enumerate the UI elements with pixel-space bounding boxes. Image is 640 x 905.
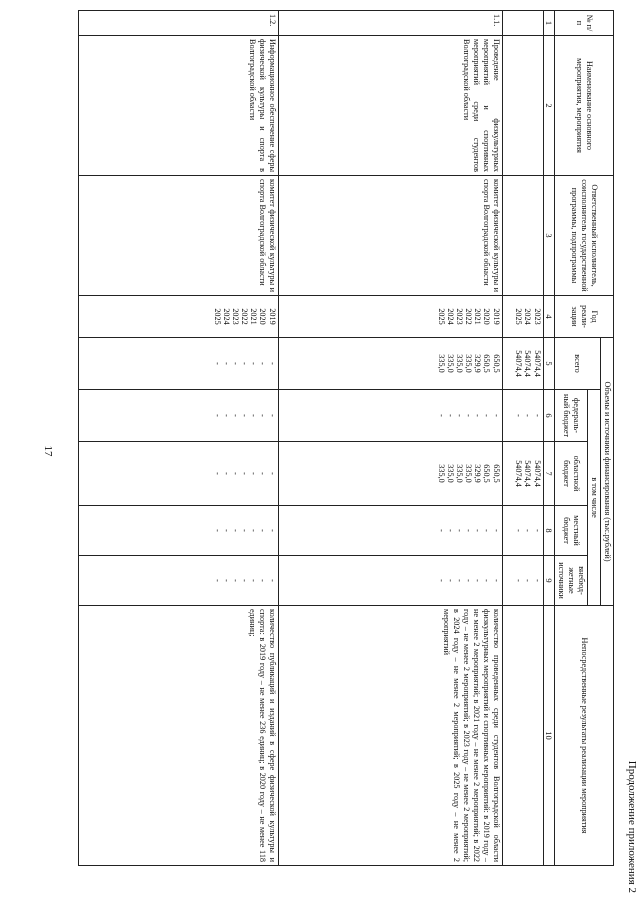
column-number-row [543, 11, 554, 866]
cell-value: 2019 [267, 308, 277, 325]
cell-value: 54074,4 [523, 460, 533, 487]
cell-value: 2023 [230, 308, 240, 325]
cell-value: 2025 [436, 308, 446, 325]
cell-value: 335,0 [445, 464, 455, 483]
cell-value: - [258, 579, 268, 582]
cell-value: - [445, 414, 455, 417]
cell-value: - [221, 362, 231, 365]
cell-value: - [454, 414, 464, 417]
col-number: 6 [543, 390, 554, 442]
table-row [278, 11, 502, 866]
row-regional [78, 442, 278, 506]
col-number: 9 [543, 556, 554, 606]
cell-value: 650,5 [491, 464, 501, 483]
col-number: 8 [543, 506, 554, 556]
cell-value: - [212, 529, 222, 532]
cell-value: 2021 [249, 308, 259, 325]
cell-value: 335,0 [436, 354, 446, 373]
cell-value: 335,0 [445, 354, 455, 373]
cell-value: 335,0 [464, 464, 474, 483]
cell-value: - [258, 362, 268, 365]
cell-value: 2024 [523, 308, 533, 325]
continuation-label: Продолжение приложения 2 [626, 760, 638, 893]
header-volumes: Объемы и источники финансирования (тыс.рублей) [601, 338, 614, 606]
row-local [78, 506, 278, 556]
cell-value: - [212, 472, 222, 475]
cell-value: - [258, 529, 268, 532]
cell-value: - [532, 579, 542, 582]
row-name [502, 36, 543, 176]
cell-value: - [212, 362, 222, 365]
cell-value: - [267, 362, 277, 365]
cell-value: - [230, 472, 240, 475]
row-result: количество проведенных среди студентов Волгоградской области физкультурных мероприятий и спортивных мероприятий: в 2019 году – не менее 2 мероприятий; в 2021 году – не менее 2 мероприятий; в 2022 году – не менее 2 мероприятий; в 2023 году – не менее 2 мероприятий; в 2024 году – не менее 2 мероприятий; в 2025 году – не менее 2 мероприятий [278, 606, 502, 866]
cell-value: - [221, 472, 231, 475]
cell-value: - [221, 579, 231, 582]
row-regional [502, 442, 543, 506]
row-total [502, 338, 543, 390]
col-number: 5 [543, 338, 554, 390]
cell-value: - [240, 414, 250, 417]
header-num: № п/п [555, 11, 614, 36]
table-row [502, 11, 543, 866]
cell-value: 54074,4 [523, 350, 533, 377]
row-num: 1.1. [278, 11, 502, 36]
header-local: местный бюджет [555, 506, 588, 556]
cell-value: - [514, 579, 524, 582]
col-number: 1 [543, 11, 554, 36]
cell-value: - [491, 529, 501, 532]
cell-value: - [267, 529, 277, 532]
cell-value: - [267, 579, 277, 582]
row-years [278, 296, 502, 338]
cell-value: - [482, 414, 492, 417]
cell-value: - [464, 579, 474, 582]
cell-value: - [532, 414, 542, 417]
page-number: 17 [42, 445, 54, 457]
cell-value: 329,9 [473, 464, 483, 483]
cell-value: 2023 [454, 308, 464, 325]
cell-value: 2022 [464, 308, 474, 325]
cell-value: - [240, 529, 250, 532]
cell-value: - [473, 579, 483, 582]
rotated-page [86, 0, 640, 905]
cell-value: - [464, 414, 474, 417]
cell-value: 2021 [473, 308, 483, 325]
row-num [502, 11, 543, 36]
cell-value: - [454, 579, 464, 582]
cell-value: 335,0 [464, 354, 474, 373]
cell-value: 329,9 [473, 354, 483, 373]
cell-value: - [482, 529, 492, 532]
cell-value: 2025 [514, 308, 524, 325]
header-extrabudget: внебюд-жетные источники [555, 556, 588, 606]
col-number: 2 [543, 36, 554, 176]
cell-value: 54074,4 [532, 350, 542, 377]
cell-value: 2020 [258, 308, 268, 325]
row-extrabudget [278, 556, 502, 606]
cell-value: - [240, 362, 250, 365]
cell-value: - [221, 414, 231, 417]
cell-value: - [267, 472, 277, 475]
cell-value: - [514, 414, 524, 417]
col-number: 7 [543, 442, 554, 506]
row-regional [278, 442, 502, 506]
cell-value: - [436, 414, 446, 417]
cell-value: 2024 [445, 308, 455, 325]
cell-value: 335,0 [454, 354, 464, 373]
cell-value: - [473, 414, 483, 417]
row-years [502, 296, 543, 338]
row-result: количество публикаций и изданий в сфере физической культуры и спорта: в 2019 году – не менее 236 единиц; в 2020 году – не менее 118 единиц; [78, 606, 278, 866]
col-number: 4 [543, 296, 554, 338]
program-table [78, 10, 614, 866]
cell-value: 2023 [532, 308, 542, 325]
cell-value: - [249, 472, 259, 475]
cell-value: - [436, 529, 446, 532]
cell-value: - [454, 529, 464, 532]
row-federal [278, 390, 502, 442]
cell-value: - [230, 579, 240, 582]
cell-value: 650,5 [482, 464, 492, 483]
cell-value: - [473, 529, 483, 532]
cell-value: - [491, 414, 501, 417]
row-name: Информационное обеспечение сферы физической культуры и спорта в Волгоградской области [78, 36, 278, 176]
cell-value: - [258, 414, 268, 417]
cell-value: - [240, 579, 250, 582]
cell-value: - [240, 472, 250, 475]
header-federal: федераль-ный бюджет [555, 390, 588, 442]
cell-value: 650,5 [491, 354, 501, 373]
row-extrabudget [502, 556, 543, 606]
row-local [278, 506, 502, 556]
cell-value: - [258, 472, 268, 475]
header-name: Наименование основного мероприятия, мероприятия [555, 36, 614, 176]
cell-value: - [221, 529, 231, 532]
cell-value: 650,5 [482, 354, 492, 373]
cell-value: - [212, 414, 222, 417]
cell-value: - [212, 579, 222, 582]
cell-value: - [436, 579, 446, 582]
cell-value: 2020 [482, 308, 492, 325]
cell-value: - [230, 362, 240, 365]
cell-value: 54074,4 [514, 350, 524, 377]
row-num: 1.2. [78, 11, 278, 36]
cell-value: 2024 [221, 308, 231, 325]
header-results: Непосредственные результаты реализации мероприятия [555, 606, 614, 866]
cell-value: - [249, 579, 259, 582]
header-responsible: Ответственный исполнитель, соисполнитель государственной программы, подпрограммы [555, 176, 614, 296]
cell-value: 2025 [212, 308, 222, 325]
header-including: в том числе [588, 390, 601, 606]
cell-value: 54074,4 [532, 460, 542, 487]
col-number: 3 [543, 176, 554, 296]
cell-value: - [532, 529, 542, 532]
cell-value: 335,0 [436, 464, 446, 483]
header-year: Год реали-зации [555, 296, 614, 338]
row-total [278, 338, 502, 390]
cell-value: - [491, 579, 501, 582]
cell-value: - [445, 529, 455, 532]
row-responsible: комитет физической культуры и спорта Волгоградской области [78, 176, 278, 296]
row-total [78, 338, 278, 390]
cell-value: - [523, 529, 533, 532]
col-number: 10 [543, 606, 554, 866]
row-responsible [502, 176, 543, 296]
cell-value: - [249, 529, 259, 532]
cell-value: - [464, 529, 474, 532]
cell-value: - [230, 414, 240, 417]
table-row [78, 11, 278, 866]
cell-value: 54074,4 [514, 460, 524, 487]
cell-value: - [514, 529, 524, 532]
header-regional: областной бюджет [555, 442, 588, 506]
cell-value: - [230, 529, 240, 532]
row-federal [78, 390, 278, 442]
cell-value: - [249, 362, 259, 365]
row-result [502, 606, 543, 866]
cell-value: - [523, 579, 533, 582]
cell-value: - [523, 414, 533, 417]
row-local [502, 506, 543, 556]
cell-value: 2022 [240, 308, 250, 325]
cell-value: - [482, 579, 492, 582]
row-responsible: комитет физической культуры и спорта Волгоградской области [278, 176, 502, 296]
row-name: Проведение физкультурных мероприятий и спортивных мероприятий среди студентов Волгоградской области [278, 36, 502, 176]
row-extrabudget [78, 556, 278, 606]
row-federal [502, 390, 543, 442]
header-total: всего [555, 338, 601, 390]
cell-value: - [249, 414, 259, 417]
row-years [78, 296, 278, 338]
cell-value: - [267, 414, 277, 417]
cell-value: 2019 [491, 308, 501, 325]
cell-value: - [445, 579, 455, 582]
cell-value: 335,0 [454, 464, 464, 483]
